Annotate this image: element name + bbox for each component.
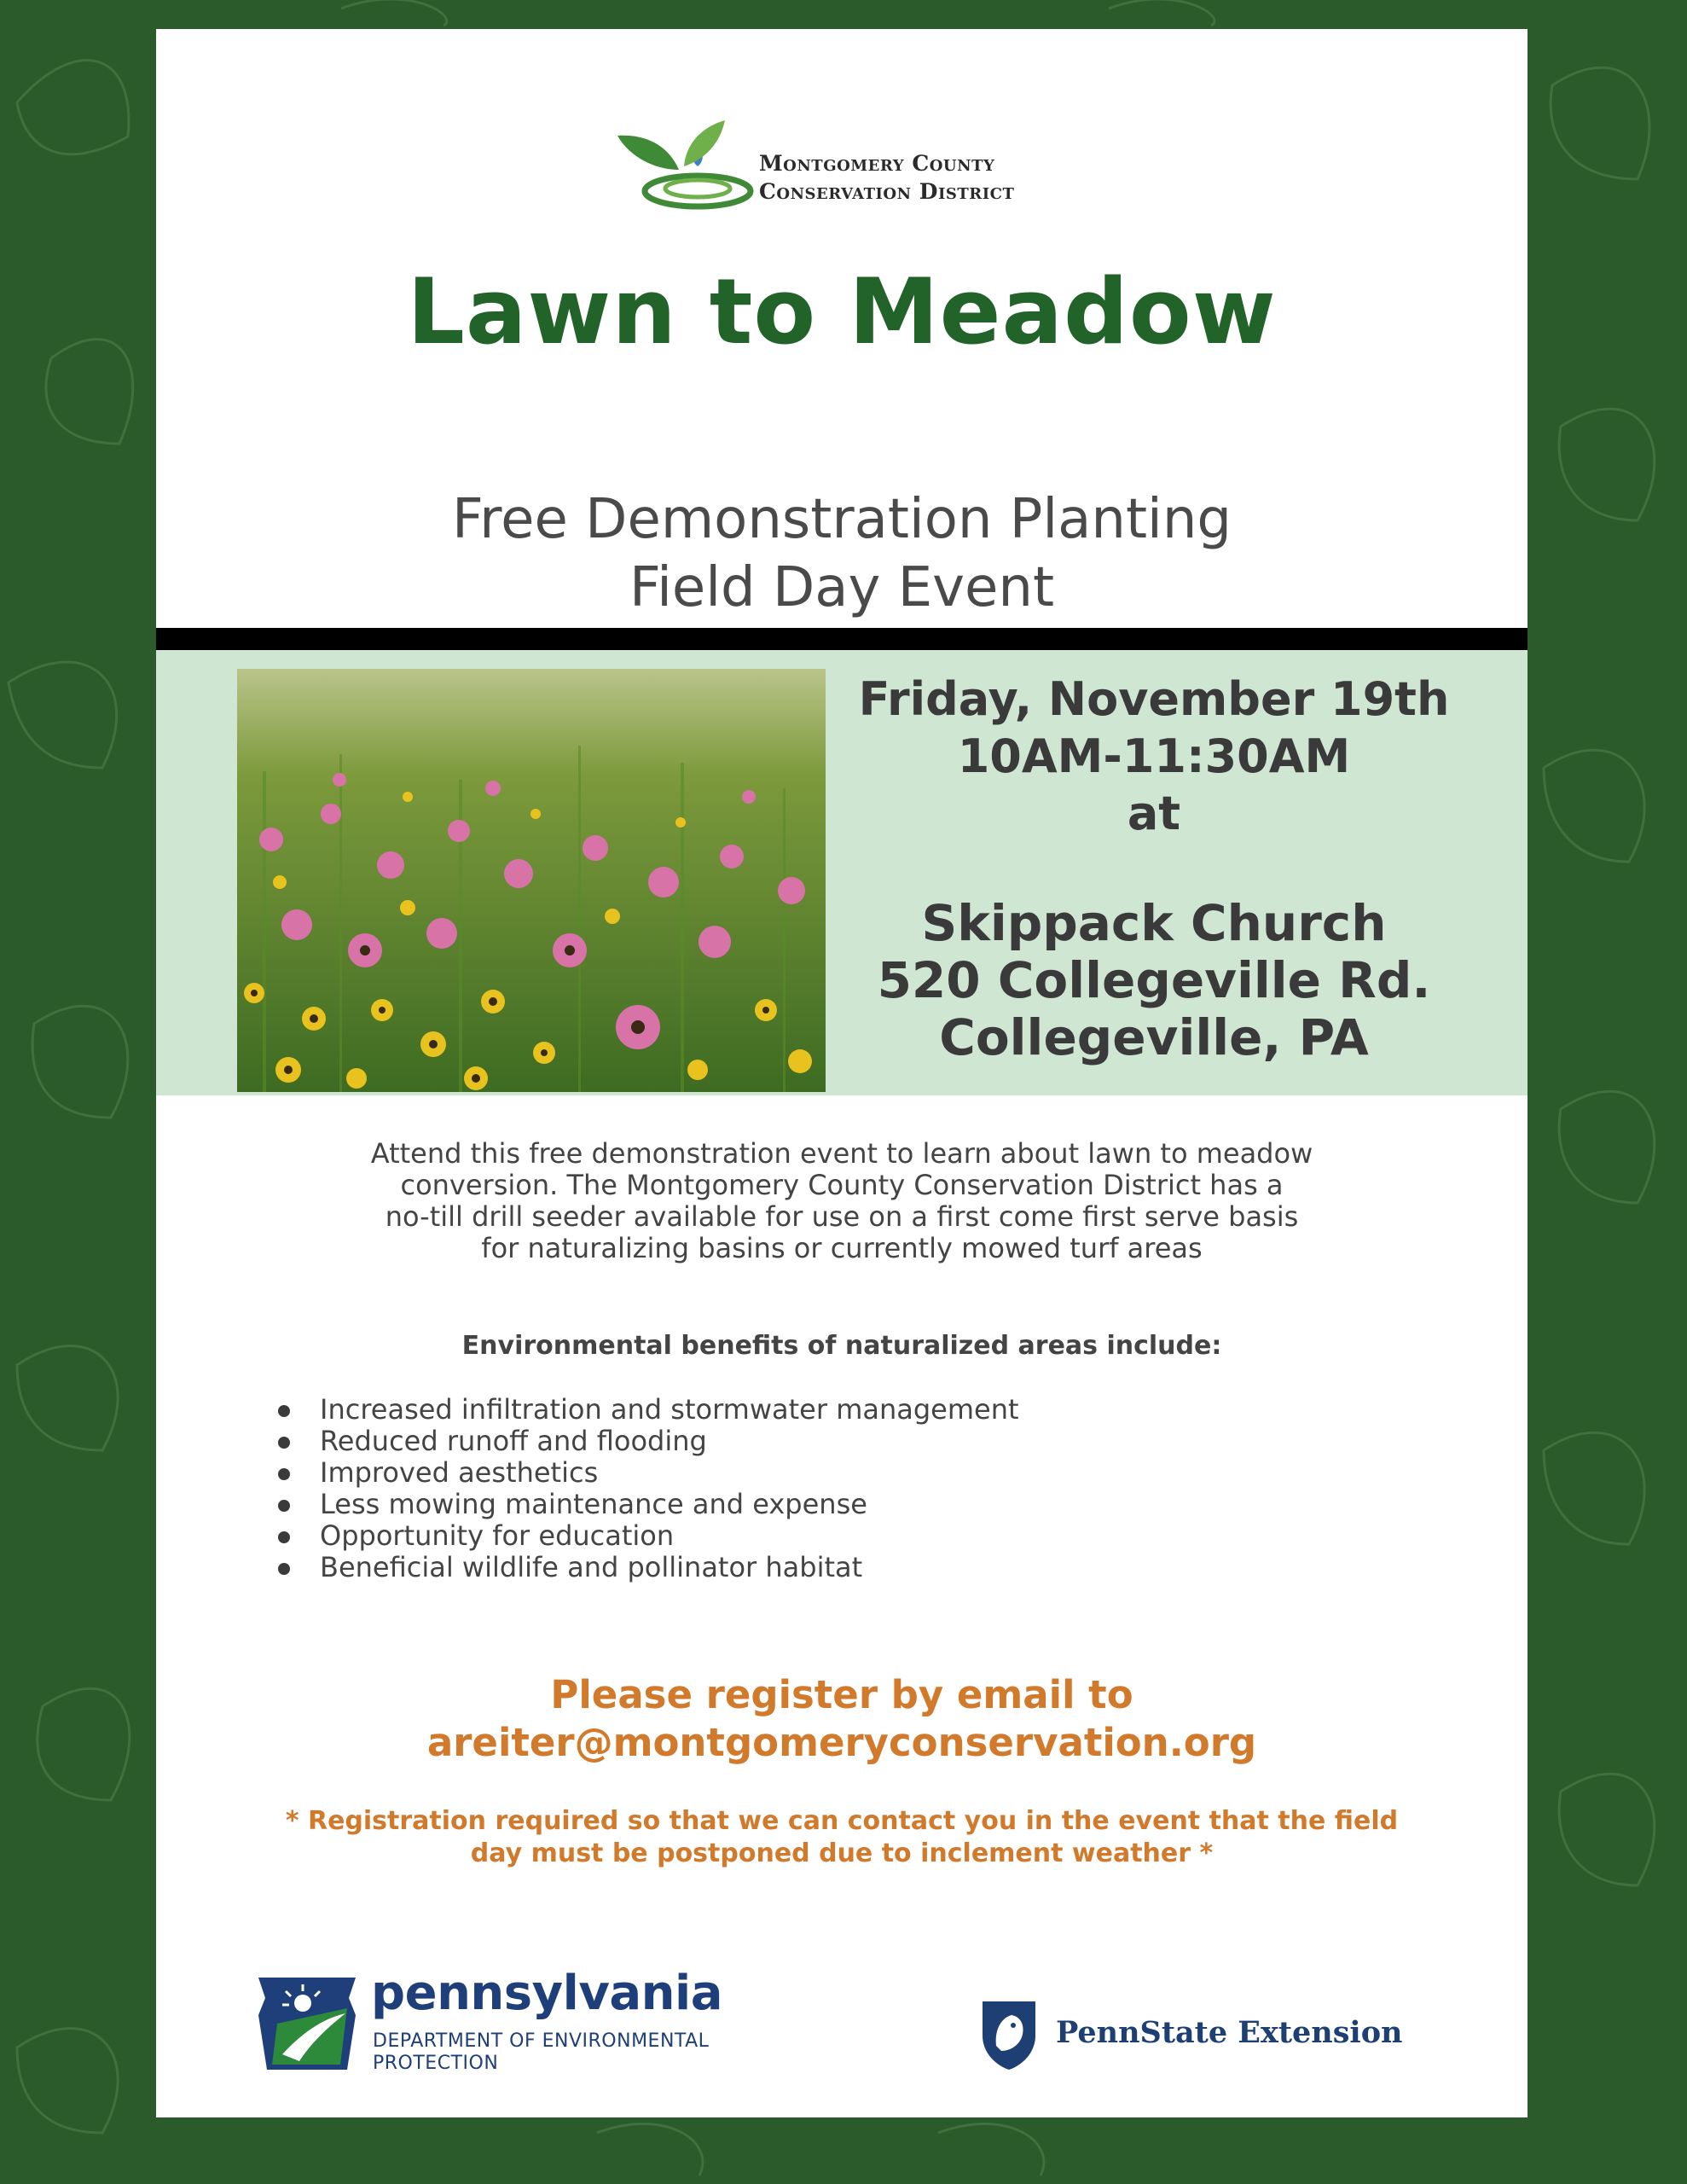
wildflower-meadow-photo-icon — [237, 669, 826, 1092]
note-line2: day must be postponed due to inclement weather * — [470, 1838, 1214, 1868]
registration-note — [156, 1805, 1528, 1870]
list-item — [275, 1489, 1299, 1520]
description-line2: conversion. The Montgomery County Conservation District has a — [400, 1169, 1284, 1201]
pa-name: pennsylvania — [371, 1966, 722, 2021]
nittany-lion-shield-icon — [979, 1998, 1039, 2071]
description-line4: for naturalizing basins or currently mowed turf areas — [481, 1232, 1203, 1264]
page-subtitle — [156, 485, 1528, 622]
pa-dept-name — [373, 2030, 709, 2075]
list-item — [275, 1520, 1299, 1552]
leaf-water-drop-logo-icon — [612, 110, 757, 221]
event-description — [327, 1138, 1357, 1264]
divider-bar — [156, 628, 1528, 650]
list-item-text: Improved aesthetics — [320, 1456, 599, 1489]
description-line1: Attend this free demonstration event to learn about lawn to meadow — [370, 1137, 1313, 1170]
note-line1: * Registration required so that we can contact you in the event that the field — [285, 1806, 1399, 1836]
event-time: 10AM-11:30AM — [957, 729, 1351, 783]
bullet-icon — [278, 1405, 290, 1417]
pa-dep-logo — [252, 1964, 780, 2075]
event-venue — [838, 895, 1470, 1066]
venue-name: Skippack Church — [921, 894, 1387, 952]
pa-dept-line1: DEPARTMENT OF ENVIRONMENTAL — [373, 2030, 710, 2052]
mccd-logo — [612, 110, 1090, 221]
benefits-list — [275, 1394, 1299, 1583]
bullet-icon — [278, 1468, 290, 1480]
event-details — [838, 671, 1470, 1066]
mccd-name-line2: Conservation District — [759, 179, 1015, 204]
event-date: Friday, November 19th — [858, 672, 1450, 726]
penn-state-extension-logo — [979, 1998, 1423, 2075]
list-item — [275, 1394, 1299, 1426]
bullet-icon — [278, 1437, 290, 1449]
venue-address-line1: 520 Collegeville Rd. — [877, 951, 1431, 1009]
list-item-text: Increased infiltration and stormwater management — [320, 1393, 1019, 1426]
list-item — [275, 1457, 1299, 1489]
page-title: Lawn to Meadow — [407, 259, 1277, 364]
register-email-link[interactable]: areiter@montgomeryconservation.org — [426, 1720, 1257, 1765]
register-line: Please register by email to — [550, 1672, 1133, 1717]
pa-keystone-icon — [252, 1972, 362, 2075]
list-item — [275, 1552, 1299, 1583]
list-item-text: Beneficial wildlife and pollinator habitat — [320, 1551, 863, 1583]
list-item-text: Opportunity for education — [320, 1519, 675, 1552]
mccd-name-line1: Montgomery County — [759, 151, 995, 176]
psu-name: PennState Extension — [1056, 2015, 1403, 2050]
flyer-page — [156, 29, 1528, 2117]
list-item-text: Reduced runoff and flooding — [320, 1425, 707, 1457]
list-item-text: Less mowing maintenance and expense — [320, 1488, 867, 1520]
event-at: at — [1127, 787, 1181, 840]
register-callout — [156, 1671, 1528, 1767]
list-item — [275, 1426, 1299, 1457]
subtitle-line1: Free Demonstration Planting — [452, 488, 1232, 551]
benefits-heading: Environmental benefits of naturalized areas include: — [461, 1331, 1222, 1361]
description-line3: no-till drill seeder available for use on a first come first serve basis — [385, 1200, 1299, 1233]
mccd-name — [759, 149, 1014, 206]
pa-dept-line2: PROTECTION — [373, 2053, 499, 2074]
subtitle-line2: Field Day Event — [629, 556, 1055, 619]
bullet-icon — [278, 1500, 290, 1512]
venue-address-line2: Collegeville, PA — [939, 1008, 1369, 1066]
bullet-icon — [278, 1531, 290, 1543]
bullet-icon — [278, 1563, 290, 1575]
